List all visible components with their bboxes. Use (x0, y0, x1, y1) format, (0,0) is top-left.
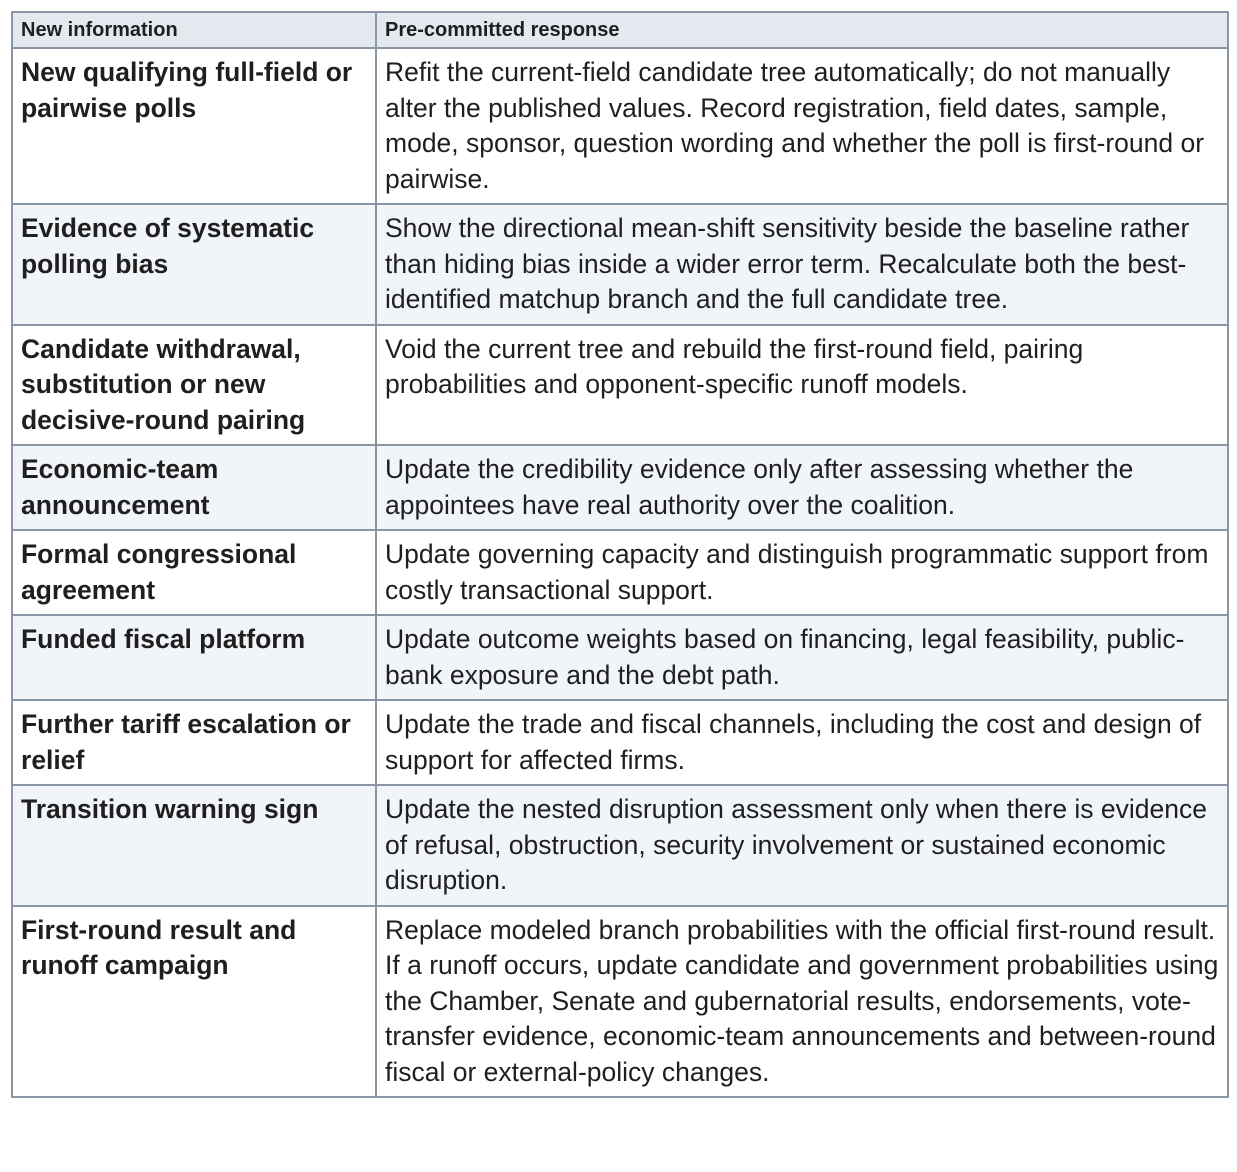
table-row (12, 906, 1228, 1098)
table-row (12, 785, 1228, 906)
row-response: Update the nested disruption assessment only when there is evidence of refusal, obstruction, security involvement or sustained economic disruption. (376, 785, 1228, 906)
table-container (11, 11, 1227, 1098)
row-info: New qualifying full-field or pairwise polls (12, 48, 376, 204)
table-row (12, 204, 1228, 325)
table-row (12, 530, 1228, 615)
row-info: Candidate withdrawal, substitution or new decisive-round pairing (12, 325, 376, 446)
row-response: Refit the current-field candidate tree automatically; do not manually alter the published values. Record registration, field dates, sample, mode, sponsor, question wording and whether the poll is first-round or pairwise. (376, 48, 1228, 204)
row-response: Void the current tree and rebuild the first-round field, pairing probabilities and opponent-specific runoff models. (376, 325, 1228, 446)
row-response: Update outcome weights based on financing, legal feasibility, public-bank exposure and the debt path. (376, 615, 1228, 700)
header-row (12, 12, 1228, 48)
table-body (12, 48, 1228, 1097)
table-row (12, 615, 1228, 700)
row-info: Further tariff escalation or relief (12, 700, 376, 785)
row-info: Formal congressional agreement (12, 530, 376, 615)
table-row (12, 325, 1228, 446)
row-info: Transition warning sign (12, 785, 376, 906)
row-response: Show the directional mean-shift sensitivity beside the baseline rather than hiding bias inside a wider error term. Recalculate both the best-identified matchup branch and the full candidate tree. (376, 204, 1228, 325)
row-info: Economic-team announcement (12, 445, 376, 530)
table-row (12, 48, 1228, 204)
row-response: Update the credibility evidence only after assessing whether the appointees have real authority over the coalition. (376, 445, 1228, 530)
row-response: Update governing capacity and distinguish programmatic support from costly transactional support. (376, 530, 1228, 615)
row-info: Funded fiscal platform (12, 615, 376, 700)
table-row (12, 700, 1228, 785)
row-info: Evidence of systematic polling bias (12, 204, 376, 325)
header-pre-committed-response: Pre-committed response (376, 12, 1228, 48)
response-table (11, 11, 1229, 1098)
row-response: Replace modeled branch probabilities with the official first-round result. If a runoff occurs, update candidate and government probabilities using the Chamber, Senate and gubernatorial results, endorsements, vote-transfer evidence, economic-team announcements and between-round fiscal or external-policy changes. (376, 906, 1228, 1098)
header-new-information: New information (12, 12, 376, 48)
table-header (12, 12, 1228, 48)
row-response: Update the trade and fiscal channels, including the cost and design of support for affected firms. (376, 700, 1228, 785)
row-info: First-round result and runoff campaign (12, 906, 376, 1098)
table-row (12, 445, 1228, 530)
